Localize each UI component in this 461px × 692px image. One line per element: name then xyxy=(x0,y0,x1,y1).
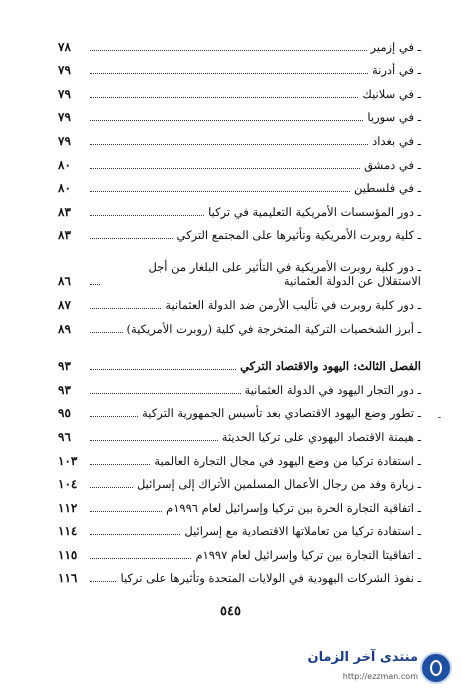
leader-dots xyxy=(90,283,100,285)
toc-entry xyxy=(58,101,421,125)
toc-entry-page: ١١٥ xyxy=(58,547,78,562)
toc-entry-page: ١١٤ xyxy=(58,524,78,539)
toc-entry-page: ١٠٤ xyxy=(58,477,78,492)
toc-entry-page: ٧٨ xyxy=(58,39,71,54)
leader-dots xyxy=(90,96,358,98)
toc-entry-page: ٩٦ xyxy=(58,429,71,444)
page-number: ٥٤٥ xyxy=(220,604,241,619)
toc-entry-title: ـ دور المؤسسات الأمريكية التعليمية في تركيا xyxy=(208,204,421,219)
leader-dots xyxy=(90,557,191,559)
leader-dots xyxy=(90,237,173,239)
toc-entry xyxy=(58,288,421,312)
toc-entry-page: ٧٩ xyxy=(58,63,71,78)
table-of-contents xyxy=(58,30,421,585)
watermark-url[interactable]: http://ezzman.com xyxy=(342,672,418,681)
toc-entry xyxy=(58,420,421,444)
toc-entry-page: ٨٩ xyxy=(58,321,71,336)
toc-entry-title: ـ كلية روبرت الأمريكية وتأثيرها على المجتمع التركي xyxy=(176,228,421,243)
toc-entry-title: ـ في بغداد xyxy=(372,133,421,148)
toc-entry-page: ٨٠ xyxy=(58,181,71,196)
section-gap xyxy=(58,336,421,350)
toc-entry-title: ـ دور كلية روبرت الأمريكية في التأثير على البلغار من أجل الاستقلال عن الدولة العثمانية xyxy=(148,260,421,289)
toc-entry xyxy=(58,491,421,515)
leader-dots xyxy=(90,214,204,216)
toc-entry-page: ٨٦ xyxy=(58,274,71,289)
toc-entry-page: ٧٩ xyxy=(58,86,71,101)
chapter-page: ٩٣ xyxy=(58,359,71,374)
leader-dots xyxy=(90,486,133,488)
toc-entry-title: ـ نفوذ الشركات اليهودية في الولايات المتحدة وتأثيرها على تركيا xyxy=(120,571,421,586)
forum-logo-icon xyxy=(420,652,452,684)
toc-entry-page: ٨٠ xyxy=(58,157,71,172)
toc-entry-title: ـ تطور وضع اليهود الاقتصادي بعد تأسيس الجمهورية التركية xyxy=(142,406,421,421)
leader-dots xyxy=(90,143,368,145)
leader-dots xyxy=(90,533,180,535)
toc-entry xyxy=(58,373,421,397)
toc-entry xyxy=(58,219,421,243)
toc-entry-title: ـ في سلانيك xyxy=(362,86,421,101)
toc-entry xyxy=(58,30,421,54)
toc-entry xyxy=(58,397,421,421)
watermark-name: منتدى آخر الزمان xyxy=(307,650,418,665)
toc-entry-title: ـ دور التجار اليهود في الدولة العثمانية xyxy=(244,382,421,397)
toc-entry-title: ـ أبرز الشخصيات التركية المتخرجة في كلية (روبرت الأمريكية) xyxy=(126,321,421,336)
toc-entry-title: ـ في إزمير xyxy=(370,39,421,54)
leader-dots xyxy=(90,167,360,169)
toc-entry-page: ٩٣ xyxy=(58,382,71,397)
toc-entry-title: ـ هيمنة الاقتصاد اليهودي على تركيا الحديثة xyxy=(221,429,421,444)
margin-mark: ـ xyxy=(438,411,441,421)
leader-dots xyxy=(90,510,162,512)
toc-entry xyxy=(58,124,421,148)
toc-entry-title: ـ استفادة تركيا من وضع اليهود في مجال التجارة العالمية xyxy=(154,453,421,468)
toc-entry-title: ـ اتفاقيتا التجارة بين تركيا وإسرائيل لعام ١٩٩٧م xyxy=(195,547,421,562)
toc-entry xyxy=(58,444,421,468)
leader-dots xyxy=(90,72,368,74)
leader-dots xyxy=(90,439,218,441)
toc-entry xyxy=(58,242,421,288)
leader-dots xyxy=(90,415,138,417)
toc-entry-title: ـ في فلسطين xyxy=(354,181,421,196)
leader-dots xyxy=(90,49,367,51)
toc-entry-page: ١٠٣ xyxy=(58,453,78,468)
toc-entry-page: ١١٢ xyxy=(58,500,78,515)
toc-entry-title: ـ في دمشق xyxy=(364,157,421,172)
toc-entry-page: ٨٧ xyxy=(58,297,71,312)
toc-entry-title: ـ في أدرنة xyxy=(372,63,421,78)
toc-entry xyxy=(58,468,421,492)
toc-entry-title: ـ في سوريا xyxy=(367,110,421,125)
toc-entry xyxy=(58,538,421,562)
toc-entry-title: ـ دور كلية روبرت في تأليب الأرمن ضد الدولة العثمانية xyxy=(165,297,421,312)
toc-entry xyxy=(58,148,421,172)
toc-entry-page: ٨٣ xyxy=(58,228,71,243)
toc-entry xyxy=(58,515,421,539)
toc-entry-title: ـ اتفاقية التجارة الحرة بين تركيا وإسرائيل لعام ١٩٩٦م xyxy=(166,500,421,515)
toc-entry-page: ٧٩ xyxy=(58,110,71,125)
chapter-heading xyxy=(58,350,421,374)
leader-dots xyxy=(90,307,161,309)
watermark-logo[interactable] xyxy=(307,650,456,690)
leader-dots xyxy=(90,392,241,394)
toc-entry xyxy=(58,77,421,101)
toc-entry-page: ٨٣ xyxy=(58,204,71,219)
toc-entry xyxy=(58,195,421,219)
leader-dots xyxy=(90,331,123,333)
leader-dots xyxy=(90,119,363,121)
chapter-title: الفصل الثالث: اليهود والاقتصاد التركي xyxy=(240,359,421,374)
leader-dots xyxy=(90,368,236,370)
toc-entry-title: ـ استفادة تركيا من تعاملاتها الاقتصادية مع إسرائيل xyxy=(184,524,421,539)
toc-entry-title: ـ زيارة وفد من رجال الأعمال المسلمين الأتراك إلى إسرائيل xyxy=(136,477,421,492)
leader-dots xyxy=(90,580,116,582)
toc-entry xyxy=(58,172,421,196)
toc-entry-page: ٧٩ xyxy=(58,133,71,148)
toc-entry xyxy=(58,54,421,78)
toc-entry-page: ١١٦ xyxy=(58,571,78,586)
leader-dots xyxy=(90,463,150,465)
leader-dots xyxy=(90,190,350,192)
toc-entry xyxy=(58,312,421,336)
toc-entry-page: ٩٥ xyxy=(58,406,71,421)
toc-entry xyxy=(58,562,421,586)
